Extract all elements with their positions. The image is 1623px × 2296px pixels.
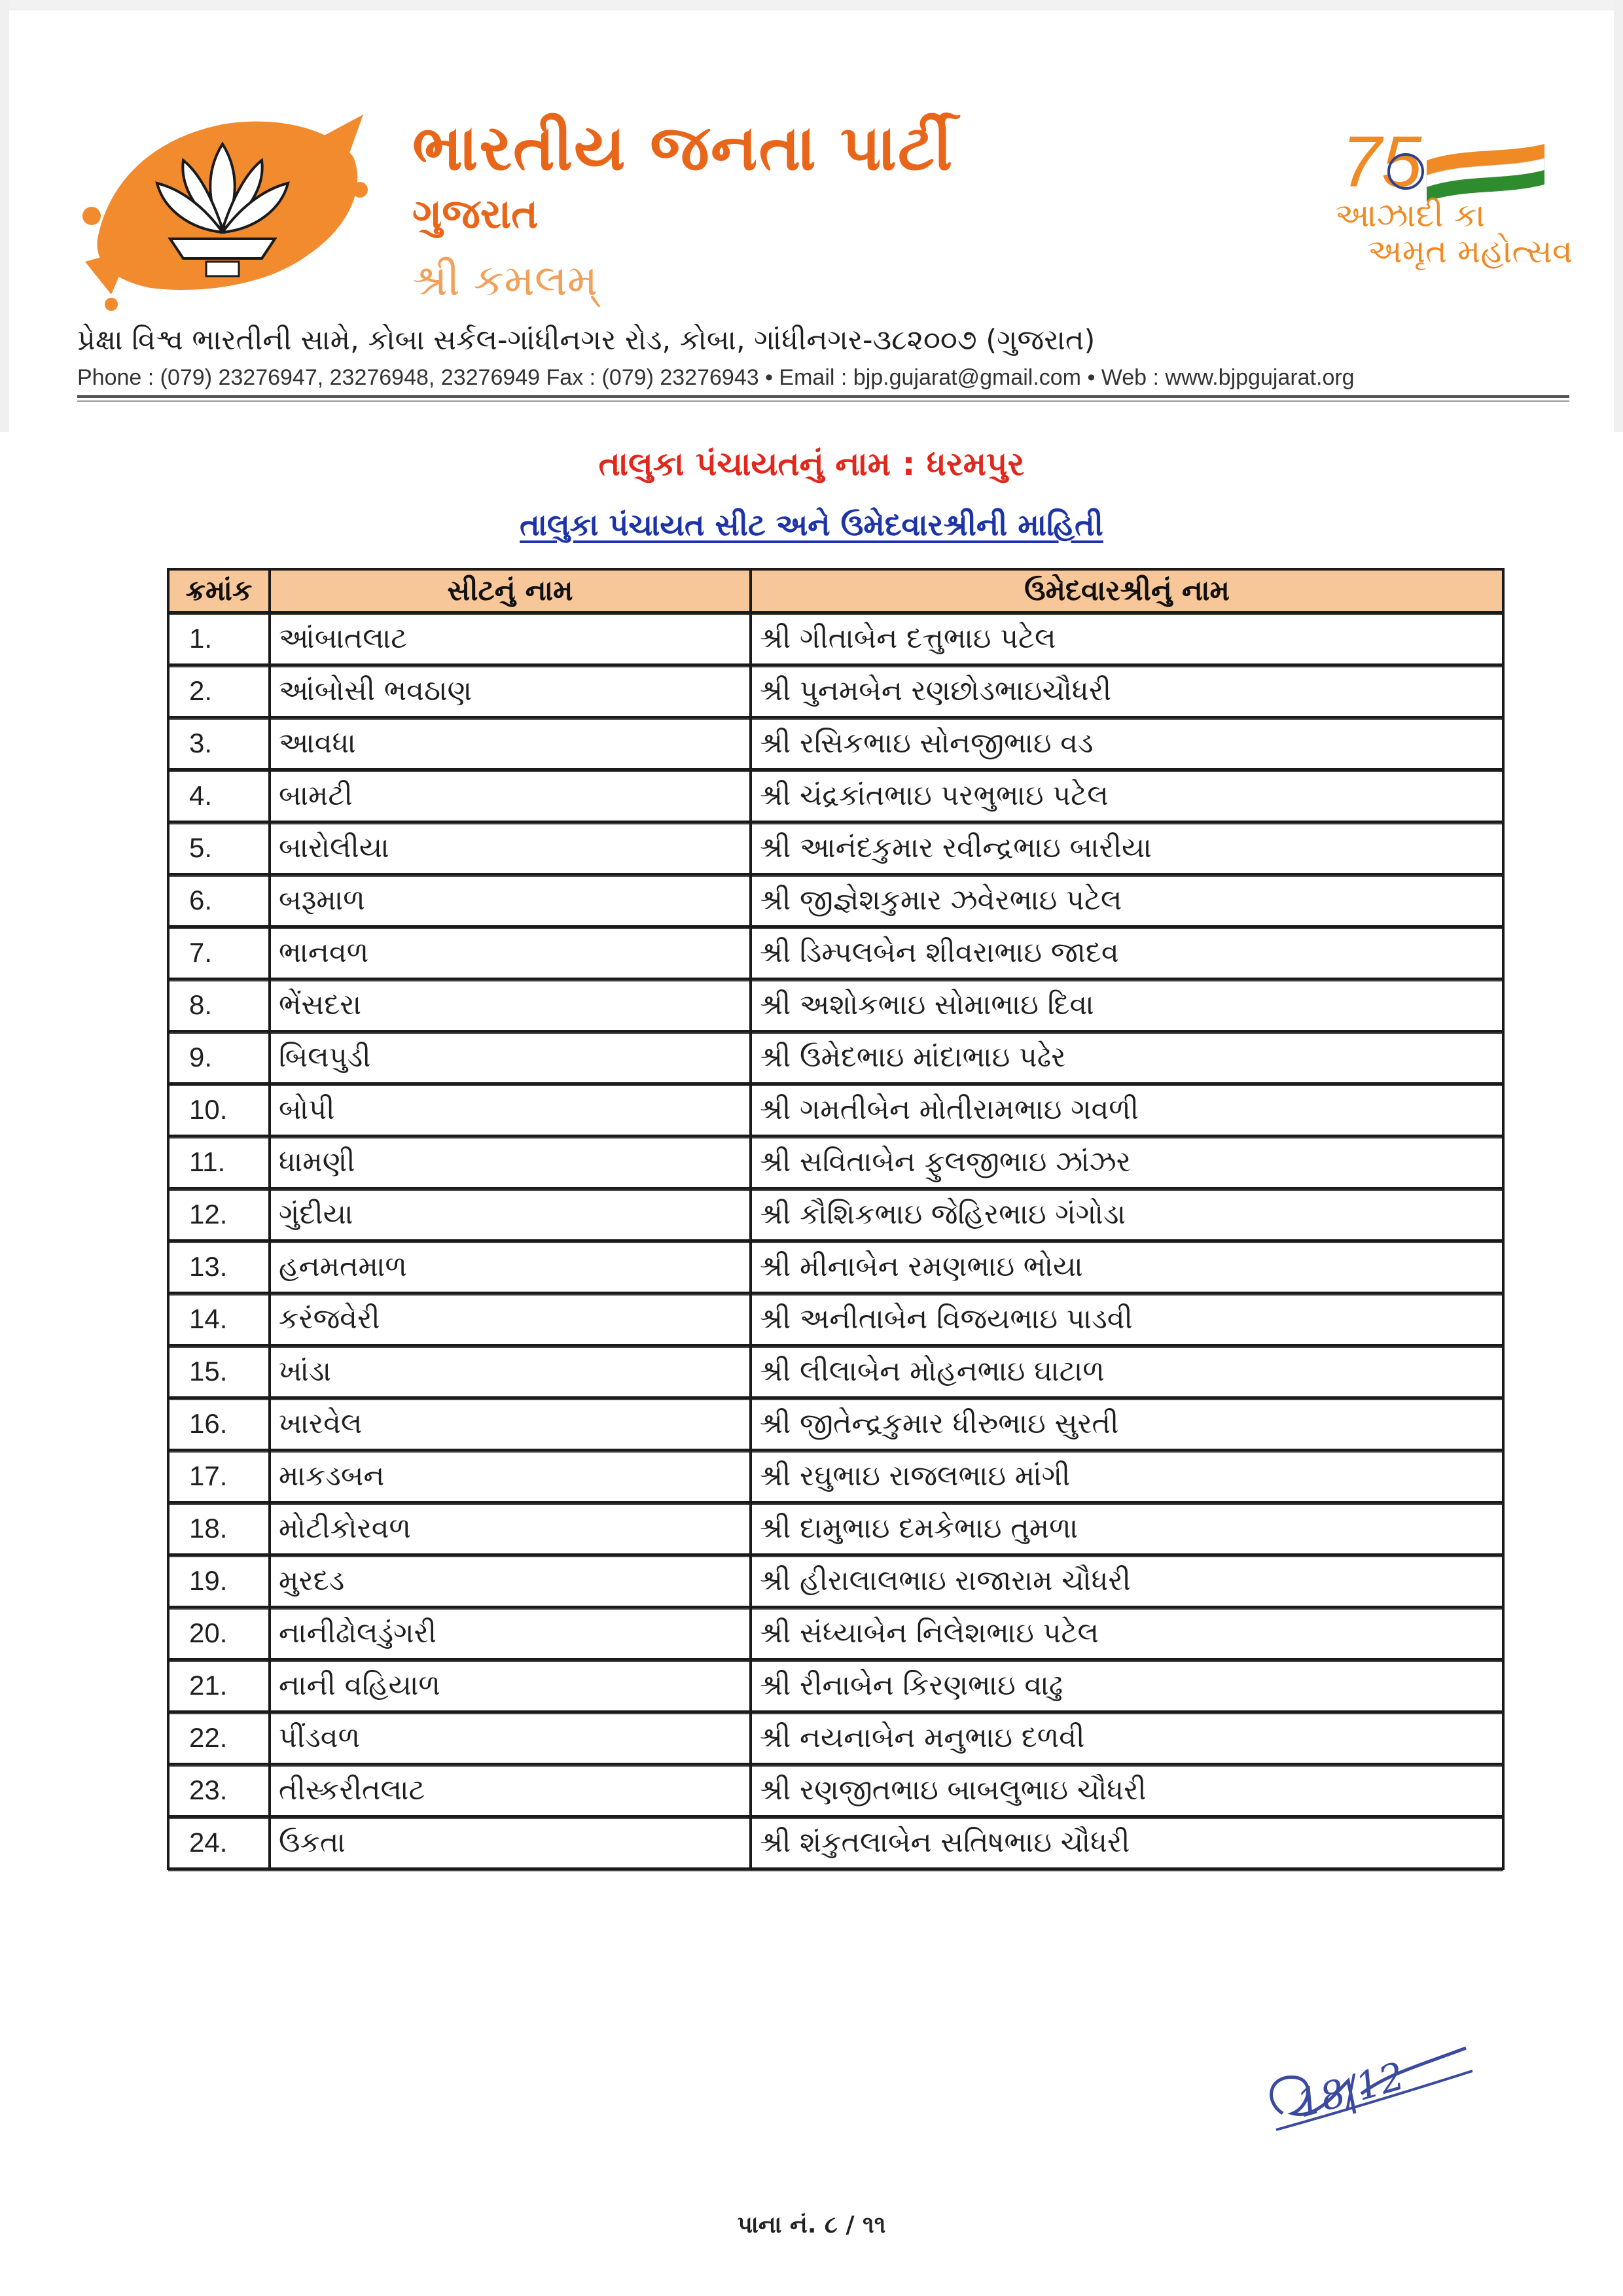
table-row [168, 927, 1503, 979]
seat-name: કરંજવેરી [270, 1293, 751, 1345]
serial-number: 14. [168, 1293, 270, 1345]
table-row [168, 1607, 1503, 1659]
scan-border-top [0, 0, 1623, 10]
seat-name: ભેંસદરા [270, 979, 751, 1031]
table-row [168, 1764, 1503, 1816]
table-row [168, 1555, 1503, 1607]
serial-number: 7. [168, 927, 270, 979]
table-row [168, 1241, 1503, 1293]
serial-number: 16. [168, 1398, 270, 1450]
seat-name: ગુંદીયા [270, 1188, 751, 1241]
signature-date: 18/12 [1291, 2053, 1410, 2127]
candidate-name: શ્રી અશોકભાઇ સોમાભાઇ દિવા [751, 979, 1503, 1031]
header-serial: ક્રમાંક [168, 569, 270, 612]
seat-name: આંબાતલાટ [270, 612, 751, 665]
office-name: શ્રી કમલમ્ [412, 255, 598, 306]
seat-name: મુરદડ [270, 1555, 751, 1607]
candidate-name: શ્રી ગીતાબેન દત્તુભાઇ પટેલ [751, 612, 1503, 665]
table-row [168, 665, 1503, 717]
table-row [168, 717, 1503, 769]
table-row [168, 1345, 1503, 1398]
table-row [168, 1398, 1503, 1450]
letterhead-divider-thin [77, 400, 1569, 402]
seat-name: બિલપુડી [270, 1031, 751, 1084]
candidate-name: શ્રી મીનાબેન રમણભાઇ ભોયા [751, 1241, 1503, 1293]
azadi-number: 75 [1342, 124, 1422, 202]
serial-number: 23. [168, 1764, 270, 1816]
serial-number: 8. [168, 979, 270, 1031]
candidate-name: શ્રી પુનમબેન રણછોડભાઇચૌધરી [751, 665, 1503, 717]
table-row [168, 612, 1503, 665]
candidate-name: શ્રી દામુભાઇ દમકેભાઇ તુમળા [751, 1502, 1503, 1555]
table-row [168, 1293, 1503, 1345]
seat-name: બોપી [270, 1084, 751, 1136]
seat-name: આંબોસી ભવઠાણ [270, 665, 751, 717]
serial-number: 17. [168, 1450, 270, 1502]
candidate-name: શ્રી હીરાલાલભાઇ રાજારામ ચૌધરી [751, 1555, 1503, 1607]
serial-number: 9. [168, 1031, 270, 1084]
serial-number: 6. [168, 874, 270, 927]
table-row [168, 874, 1503, 927]
serial-number: 18. [168, 1502, 270, 1555]
serial-number: 11. [168, 1136, 270, 1188]
seat-name: ધામણી [270, 1136, 751, 1188]
table-row [168, 1816, 1503, 1869]
table-row [168, 1084, 1503, 1136]
serial-number: 19. [168, 1555, 270, 1607]
seat-name: ખારવેલ [270, 1398, 751, 1450]
serial-number: 1. [168, 612, 270, 665]
table-subtitle [0, 507, 1623, 544]
table-row [168, 1712, 1503, 1764]
seat-name: પીંડવળ [270, 1712, 751, 1764]
table-subtitle-text: તાલુકા પંચાયત સીટ અને ઉમેદવારશ્રીની માહિતી [520, 507, 1103, 542]
candidate-name: શ્રી રીનાબેન કિરણભાઇ વાઢુ [751, 1659, 1503, 1712]
candidate-name: શ્રી સવિતાબેન ફુલજીભાઇ ઝાંઝર [751, 1136, 1503, 1188]
candidate-name: શ્રી કૌશિકભાઇ જેહિરભાઇ ગંગોડા [751, 1188, 1503, 1241]
table-row [168, 1031, 1503, 1084]
office-address: પ્રેક્ષા વિશ્વ ભારતીની સામે, કોબા સર્કલ-ગાંધીનગર રોડ, કોબા, ગાંધીનગર-૩૮૨૦૦૭ (ગુજરાત) [77, 324, 1096, 357]
candidate-table [167, 568, 1505, 1870]
seat-name: બારોલીયા [270, 822, 751, 874]
candidate-name: શ્રી નયનાબેન મનુભાઇ દળવી [751, 1712, 1503, 1764]
seat-name: નાનીઢોલડુંગરી [270, 1607, 751, 1659]
party-name: ભારતીય જનતા પાર્ટી [412, 111, 954, 185]
seat-name: માકડબન [270, 1450, 751, 1502]
candidate-name: શ્રી રણજીતભાઇ બાબલુભાઇ ચૌધરી [751, 1764, 1503, 1816]
candidate-name: શ્રી ડિમ્પલબેન શીવરાભાઇ જાદવ [751, 927, 1503, 979]
state-name: ગુજરાત [412, 190, 539, 238]
serial-number: 5. [168, 822, 270, 874]
candidate-name: શ્રી રસિકભાઇ સોનજીભાઇ વડ [751, 717, 1503, 769]
scan-border-left [0, 0, 9, 432]
taluka-title: તાલુકા પંચાયતનું નામ : ધરમપુર [598, 445, 1025, 483]
candidate-name: શ્રી અનીતાબેન વિજયભાઇ પાડવી [751, 1293, 1503, 1345]
seat-name: આવધા [270, 717, 751, 769]
seat-name: બરૂમાળ [270, 874, 751, 927]
contact-details: Phone : (079) 23276947, 23276948, 23276949 Fax : (079) 23276943 • Email : bjp.gujarat@gmail.com • Web : www.bjpgujarat.org [77, 365, 1355, 390]
serial-number: 12. [168, 1188, 270, 1241]
serial-number: 2. [168, 665, 270, 717]
azadi-line-1: આઝાદી કા [1335, 196, 1486, 234]
table-row [168, 979, 1503, 1031]
table-row [168, 1659, 1503, 1712]
letterhead-divider [77, 395, 1569, 398]
page-number: પાના નં. ૮ / ૧૧ [737, 2212, 886, 2238]
serial-number: 10. [168, 1084, 270, 1136]
candidate-name: શ્રી લીલાબેન મોહનભાઇ ઘાટાળ [751, 1345, 1503, 1398]
candidate-name: શ્રી ચંદ્રકાંતભાઇ પરભુભાઇ પટેલ [751, 769, 1503, 822]
seat-name: ખાંડા [270, 1345, 751, 1398]
header-seat-name: સીટનું નામ [270, 569, 751, 612]
table-header-row [168, 569, 1503, 612]
candidate-name: શ્રી જીજ્ઞેશકુમાર ઝવેરભાઇ પટેલ [751, 874, 1503, 927]
seat-name: મોટીકોરવળ [270, 1502, 751, 1555]
seat-name: ભાનવળ [270, 927, 751, 979]
seat-name: હનમતમાળ [270, 1241, 751, 1293]
bjp-lotus-logo [72, 98, 373, 314]
table-row [168, 822, 1503, 874]
serial-number: 24. [168, 1816, 270, 1869]
seat-name: બામટી [270, 769, 751, 822]
table-row [168, 769, 1503, 822]
candidate-name: શ્રી સંધ્યાબેન નિલેશભાઇ પટેલ [751, 1607, 1503, 1659]
azadi-line-2: અમૃત મહોત્સવ [1368, 232, 1573, 270]
serial-number: 13. [168, 1241, 270, 1293]
candidate-name: શ્રી શંકુતલાબેન સતિષભાઇ ચૌધરી [751, 1816, 1503, 1869]
scan-border-right [1614, 0, 1623, 432]
serial-number: 15. [168, 1345, 270, 1398]
candidate-name: શ્રી ગમતીબેન મોતીરામભાઇ ગવળી [751, 1084, 1503, 1136]
candidate-name: શ્રી જીતેન્દ્રકુમાર ધીરુભાઇ સુરતી [751, 1398, 1503, 1450]
table-row [168, 1136, 1503, 1188]
table-row [168, 1188, 1503, 1241]
serial-number: 3. [168, 717, 270, 769]
table-row [168, 1450, 1503, 1502]
candidate-name: શ્રી રઘુભાઇ રાજલભાઇ માંગી [751, 1450, 1503, 1502]
seat-name: તીસ્કરીતલાટ [270, 1764, 751, 1816]
candidate-name: શ્રી ઉમેદભાઇ માંદાભાઇ પઢેર [751, 1031, 1503, 1084]
serial-number: 22. [168, 1712, 270, 1764]
seat-name: નાની વહિયાળ [270, 1659, 751, 1712]
candidate-name: શ્રી આનંદકુમાર રવીન્દ્રભાઇ બારીયા [751, 822, 1503, 874]
serial-number: 20. [168, 1607, 270, 1659]
header-candidate-name: ઉમેદવારશ્રીનું નામ [751, 569, 1503, 612]
serial-number: 21. [168, 1659, 270, 1712]
serial-number: 4. [168, 769, 270, 822]
table-row [168, 1502, 1503, 1555]
seat-name: ઉકતા [270, 1816, 751, 1869]
